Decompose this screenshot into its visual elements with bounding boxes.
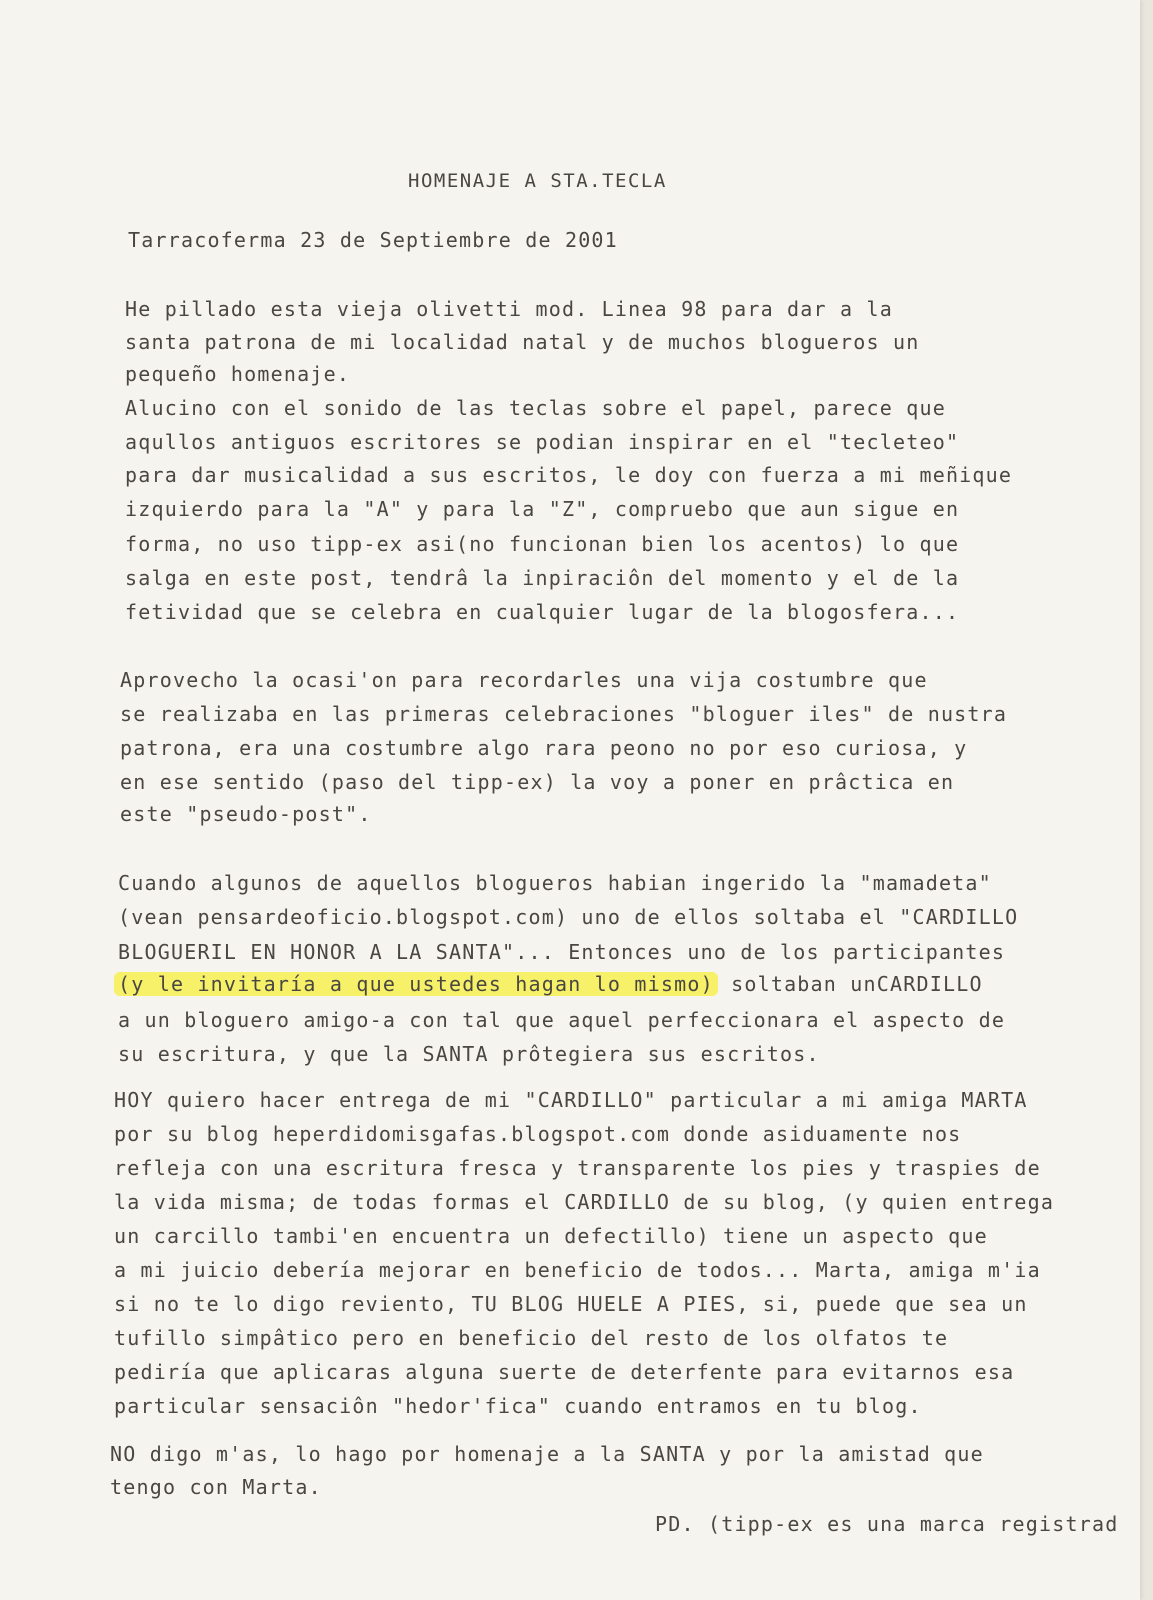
text-line: (vean pensardeoficio.blogspot.com) uno de ellos soltaba el "CARDILLO xyxy=(118,905,1019,929)
text-line: pediría que aplicaras alguna suerte de deterfente para evitarnos esa xyxy=(114,1360,1015,1384)
text-line: Aprovecho la ocasi'on para recordarles una vija costumbre que xyxy=(120,668,928,692)
text-line: forma, no uso tipp-ex asi(no funcionan bien los acentos) lo que xyxy=(125,532,960,556)
text-line: Alucino con el sonido de las teclas sobre el papel, parece que xyxy=(125,396,946,420)
text-line: por su blog heperdidomisgafas.blogspot.com donde asiduamente nos xyxy=(114,1122,962,1146)
text-line: su escritura, y que la SANTA prôtegiera sus escritos. xyxy=(118,1042,820,1066)
text-line: aqullos antiguos escritores se podian inspirar en el "tecleteo" xyxy=(125,430,960,454)
text-line: tufillo simpâtico pero en beneficio del resto de los olfatos te xyxy=(114,1326,949,1350)
text-line: fetividad que se celebra en cualquier lugar de la blogosfera... xyxy=(125,600,960,624)
text-line: para dar musicalidad a sus escritos, le doy con fuerza a mi meñique xyxy=(125,463,1013,487)
text-line: particular sensaciôn "hedor'fica" cuando entramos en tu blog. xyxy=(114,1394,922,1418)
date-line: Tarracoferma 23 de Septiembre de 2001 xyxy=(128,228,618,252)
text-line: HOY quiero hacer entrega de mi "CARDILLO" particular a mi amiga MARTA xyxy=(114,1088,1028,1112)
text-line: a mi juicio debería mejorar en beneficio de todos... Marta, amiga m'ia xyxy=(114,1258,1041,1282)
text-line: este "pseudo-post". xyxy=(120,802,372,826)
text-line: la vida misma; de todas formas el CARDILLO de su blog, (y quien entrega xyxy=(114,1190,1055,1214)
postscript: PD. (tipp-ex es una marca registrad xyxy=(655,1512,1119,1536)
text-line: a un bloguero amigo-a con tal que aquel perfeccionara el aspecto de xyxy=(118,1008,1006,1032)
text-line: refleja con una escritura fresca y transparente los pies y traspies de xyxy=(114,1156,1041,1180)
text-line: tengo con Marta. xyxy=(110,1475,322,1499)
highlighted-line xyxy=(114,972,983,996)
highlighted-phrase: (y le invitaría a que ustedes hagan lo mismo) xyxy=(114,972,718,996)
text-line: NO digo m'as, lo hago por homenaje a la SANTA y por la amistad que xyxy=(110,1442,984,1466)
text-line: pequeño homenaje. xyxy=(125,362,351,386)
text-line: un carcillo tambi'en encuentra un defectillo) tiene un aspecto que xyxy=(114,1224,988,1248)
text-line: He pillado esta vieja olivetti mod. Linea 98 para dar a la xyxy=(125,297,893,321)
document-title: HOMENAJE A STA.TECLA xyxy=(408,170,667,192)
text-line: se realizaba en las primeras celebraciones "bloguer iles" de nustra xyxy=(120,702,1008,726)
text-line: patrona, era una costumbre algo rara peono no por eso curiosa, y xyxy=(120,736,968,760)
text-line: en ese sentido (paso del tipp-ex) la voy a poner en prâctica en xyxy=(120,770,955,794)
text-line: BLOGUERIL EN HONOR A LA SANTA"... Entonces uno de los participantes xyxy=(118,940,1006,964)
text-line: santa patrona de mi localidad natal y de muchos blogueros un xyxy=(125,330,920,354)
text-line: izquierdo para la "A" y para la "Z", compruebo que aun sigue en xyxy=(125,497,960,521)
text-line: si no te lo digo reviento, TU BLOG HUELE A PIES, si, puede que sea un xyxy=(114,1292,1028,1316)
highlight-tail: soltaban unCARDILLO xyxy=(717,972,983,996)
text-line: salga en este post, tendrâ la inpiraciôn del momento y el de la xyxy=(125,566,960,590)
text-line: Cuando algunos de aquellos blogueros habian ingerido la "mamadeta" xyxy=(118,871,992,895)
